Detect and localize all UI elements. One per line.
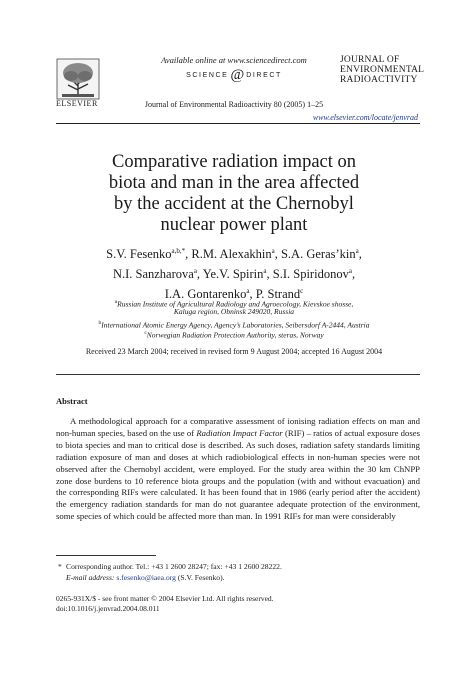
email-label: E-mail address: (66, 573, 115, 582)
author-separator: , (249, 287, 256, 302)
abstract-italic-term: Radiation Impact Factor (196, 427, 283, 438)
author-separator: , (351, 267, 356, 282)
author-name[interactable]: R.M. Alexakhin (191, 247, 272, 262)
journal-citation: Journal of Environmental Radioactivity 80 (2005) 1–25 (144, 100, 324, 109)
email-link[interactable]: s.fesenko@iaea.org (116, 573, 176, 582)
affiliation-text: Norwegian Radiation Protection Authority, steras, Norway (146, 330, 324, 340)
author-name[interactable]: Ye.V. Spirin (202, 267, 264, 282)
footnote-divider (56, 555, 156, 556)
title-line-2: biota and man in the area affected (108, 173, 360, 193)
abstract-heading: Abstract (56, 396, 88, 406)
author-affiliation-mark[interactable]: c (300, 287, 304, 296)
author-affiliation-mark[interactable]: a (246, 287, 250, 296)
author-name[interactable]: I.A. Gontarenko (164, 287, 247, 302)
author-name[interactable]: S.A. Geras’kin (280, 247, 356, 262)
author-affiliation-mark[interactable]: a (271, 247, 275, 255)
header-divider (56, 123, 420, 124)
corresponding-author-text: Corresponding author. Tel.: +43 1 2600 28247; fax: +43 1 2600 28222. (66, 562, 282, 571)
abstract-text (56, 416, 420, 523)
email-footnote (66, 573, 416, 583)
author-separator: , (196, 267, 203, 282)
journal-logo-line-1: JOURNAL OF (340, 55, 400, 65)
author-affiliation-mark[interactable]: a (348, 267, 352, 276)
author-separator: , (358, 247, 362, 262)
author-affiliation-mark[interactable]: a (263, 267, 267, 276)
corresponding-author-footnote (58, 562, 416, 572)
affiliation-a-cont (0, 307, 468, 317)
affiliation-text: Russian Institute of Agricultural Radiology and Agroecology, Kievskoe shosse, (117, 299, 354, 309)
doi-link[interactable]: doi:10.1016/j.jenvrad.2004.08.011 (56, 604, 160, 613)
author-separator: , (266, 267, 273, 282)
available-online-text: Available online at www.sciencedirect.com (161, 55, 307, 65)
abstract-text-part: (RIF) – ratios of actual exposure doses to biota species and man to critical dose is described. As such doses, radiation safety standards limiting radiation exposure of man and doses at which radiobiological effects in non-human species were not observed after the Chernobyl accident, were employed. For the study area within the 30 km ChNPP zone dose burdens to 10 reference biota groups and the population (with and without evacuation) and the corresponding RIFs were calculated. It has been found that in 1986 (early period after the accident) the emergency radiation standards for man do not guarantee adequate protection of the environment, some species of which could be affected more than man. In 1991 RIFs for man were considerably (56, 427, 420, 522)
sciencedirect-left: SCIENCE (186, 72, 229, 79)
email-suffix: (S.V. Fesenko). (177, 573, 225, 582)
footnote-asterisk: * (58, 562, 62, 571)
affiliation-mark: c (144, 330, 147, 336)
author-affiliation-mark[interactable]: a (193, 267, 197, 276)
journal-logo-line-3: RADIOACTIVITY (340, 75, 418, 85)
affiliation-text: Kaluga region, Obninsk 249020, Russia (173, 307, 295, 316)
author-line-2 (56, 263, 412, 283)
article-title (60, 152, 408, 236)
author-separator: , (185, 247, 192, 262)
received-dates: Received 23 March 2004; received in revised form 9 August 2004; accepted 16 August 2004 (85, 347, 383, 356)
author-line-1 (56, 243, 412, 263)
affiliation-c (0, 328, 468, 341)
affiliation-mark: b (98, 320, 102, 326)
journal-logo-line-2: ENVIRONMENTAL (340, 65, 425, 75)
title-line-1: Comparative radiation impact on (111, 152, 357, 172)
affiliation-mark: a (114, 299, 118, 305)
author-name[interactable]: S.I. Spiridonov (272, 267, 349, 282)
author-affiliation-mark[interactable]: a,b,* (171, 247, 186, 255)
journal-url-link[interactable]: www.elsevier.com/locate/jenvrad (312, 113, 418, 122)
title-line-4: nuclear power plant (160, 215, 308, 235)
journal-logo (340, 55, 425, 85)
author-list (56, 243, 412, 303)
sciencedirect-at-icon: @ (230, 67, 245, 83)
abstract-text-part: A methodological approach for a comparative assessment of ionising radiation effects on man and non-human species, based on the use of (56, 416, 420, 438)
author-name[interactable]: S.V. Fesenko (106, 247, 172, 262)
publisher-name: ELSEVIER (56, 99, 98, 108)
author-name[interactable]: P. Strand (255, 287, 301, 302)
author-name[interactable]: N.I. Sanzharova (112, 267, 194, 282)
abstract-top-divider (56, 374, 420, 375)
author-affiliation-mark[interactable]: a (355, 247, 359, 255)
author-separator: , (274, 247, 281, 262)
title-line-3: by the accident at the Chernobyl (114, 194, 354, 214)
affiliation-text: International Atomic Energy Agency, Agency’s Laboratories, Seibersdorf A-2444, Austria (101, 320, 370, 330)
issn-copyright: 0265-931X/$ - see front matter © 2004 Elsevier Ltd. All rights reserved. (56, 594, 274, 603)
sciencedirect-right: DIRECT (246, 72, 282, 79)
